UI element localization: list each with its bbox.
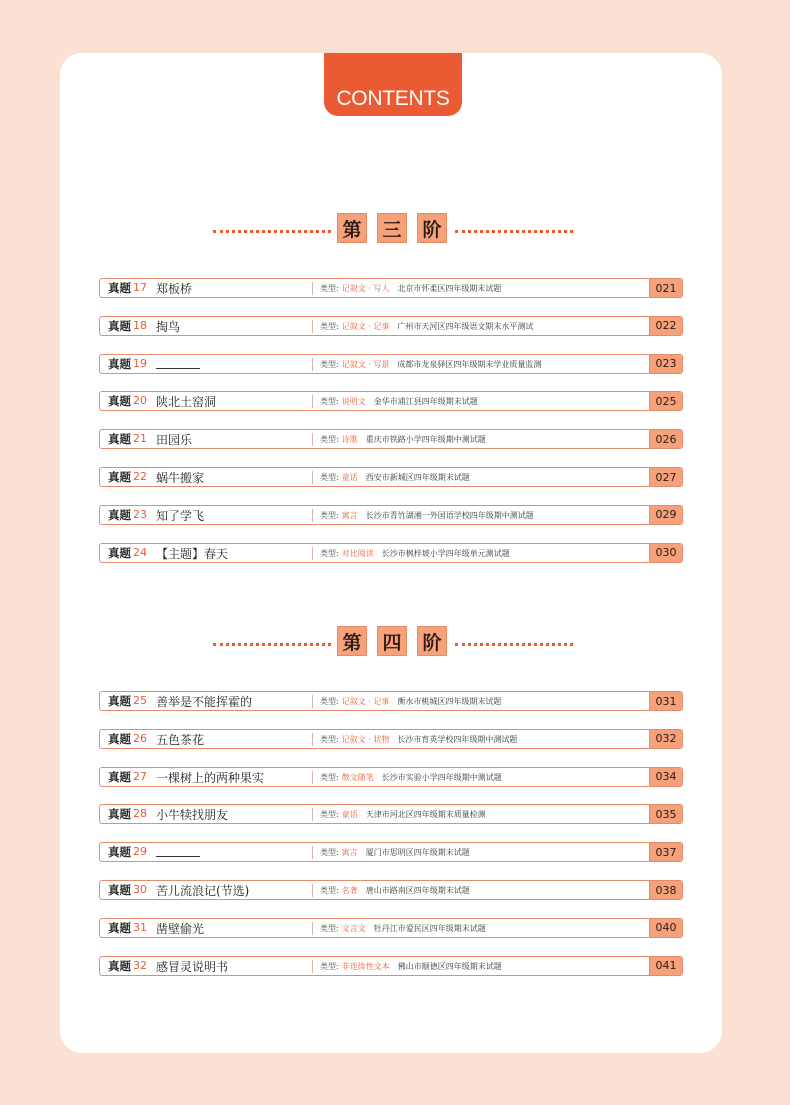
entry-number: 31 xyxy=(133,920,147,934)
type-label: 类型: xyxy=(320,510,339,520)
page-number: 022 xyxy=(649,317,682,335)
entry-separator xyxy=(312,547,313,560)
type-label: 类型: xyxy=(320,397,339,407)
entry-title: 感冒灵说明书 xyxy=(156,959,229,974)
entry-number: 27 xyxy=(133,769,147,783)
type-label: 类型: xyxy=(320,321,339,331)
entry-source: 天津市河北区四年级期末质量检测 xyxy=(365,810,486,820)
toc-entry[interactable] xyxy=(99,880,683,900)
entry-type-line xyxy=(320,734,517,745)
entry-type-line xyxy=(320,510,534,521)
contents-tab xyxy=(324,53,462,116)
page-number: 032 xyxy=(649,730,682,748)
type-label: 类型: xyxy=(320,473,339,482)
entry-title: 【主题】春天 xyxy=(156,546,229,561)
entry-type-line xyxy=(320,885,470,896)
section-title-char: 第 xyxy=(337,626,367,656)
entry-separator xyxy=(312,808,313,821)
entry-title: 凿壁偷光 xyxy=(156,921,205,936)
entry-number: 19 xyxy=(133,356,147,370)
entry-label: 真题 xyxy=(108,920,131,935)
entry-separator xyxy=(312,471,313,484)
type-label: 类型: xyxy=(320,772,339,782)
dotted-rule-right xyxy=(455,230,573,233)
page-number: 038 xyxy=(649,881,682,899)
page-number: 040 xyxy=(649,919,682,937)
entry-separator xyxy=(312,846,313,859)
toc-entry[interactable] xyxy=(99,691,683,711)
toc-entry[interactable] xyxy=(99,918,683,938)
toc-entry[interactable] xyxy=(99,804,683,824)
entry-separator xyxy=(312,509,313,522)
entry-title: 田园乐 xyxy=(156,433,193,448)
entry-type-line xyxy=(320,434,486,445)
entry-source: 唐山市路南区四年级期末试题 xyxy=(365,886,470,895)
section-heading xyxy=(0,626,790,660)
type-kind: 童话 xyxy=(341,473,358,482)
entry-source: 长沙市实验小学四年级期中测试题 xyxy=(381,772,502,782)
page-number: 021 xyxy=(649,279,682,297)
entry-label: 真题 xyxy=(108,807,131,822)
entry-label: 真题 xyxy=(108,769,131,784)
entry-title: 蜗牛搬家 xyxy=(156,471,205,485)
page-number: 034 xyxy=(649,768,682,786)
entry-source: 北京市怀柔区四年级期末试题 xyxy=(397,284,502,293)
entry-type-line xyxy=(320,772,502,783)
entry-type-line xyxy=(320,809,486,820)
entry-label: 真题 xyxy=(108,694,131,708)
page-number: 027 xyxy=(649,468,682,486)
entry-title: 郑板桥 xyxy=(156,282,193,296)
entry-label: 真题 xyxy=(108,394,131,409)
section-title-char: 四 xyxy=(377,626,407,656)
entry-separator xyxy=(312,771,313,784)
entry-separator xyxy=(312,922,313,935)
page-number: 037 xyxy=(649,843,682,861)
type-label: 类型: xyxy=(320,734,339,744)
entry-separator xyxy=(312,358,313,371)
entry-number: 22 xyxy=(133,470,147,483)
entry-title xyxy=(156,844,200,860)
entry-title: 五色茶花 xyxy=(156,732,205,747)
type-label: 类型: xyxy=(320,548,339,558)
entry-number: 18 xyxy=(133,318,147,332)
toc-entry[interactable] xyxy=(99,729,683,749)
entry-label: 真题 xyxy=(108,281,131,295)
type-kind: 诗歌 xyxy=(341,435,358,445)
entry-separator xyxy=(312,282,313,295)
entry-title: 苦儿流浪记(节选) xyxy=(156,884,250,898)
entry-type-line xyxy=(320,472,470,483)
entry-source: 成都市龙泉驿区四年级期末学业质量监测 xyxy=(397,359,542,369)
entry-title: 善举是不能挥霍的 xyxy=(156,695,253,709)
type-label: 类型: xyxy=(320,848,339,858)
entry-type-line xyxy=(320,696,501,707)
entry-number: 28 xyxy=(133,807,147,821)
dotted-rule-left xyxy=(213,230,331,233)
type-label: 类型: xyxy=(320,923,339,933)
entry-label: 真题 xyxy=(108,731,131,746)
entry-type-line xyxy=(320,548,510,559)
type-label: 类型: xyxy=(320,886,339,895)
entry-title: 掏鸟 xyxy=(156,319,181,334)
entry-source: 衡水市桃城区四年级期末试题 xyxy=(397,697,502,706)
entry-separator xyxy=(312,395,313,408)
toc-entry[interactable] xyxy=(99,354,683,374)
section-title-char: 第 xyxy=(337,213,367,243)
entry-type-line xyxy=(320,847,470,858)
type-kind: 散文随笔 xyxy=(341,772,374,782)
entry-title xyxy=(156,356,200,372)
entry-label: 真题 xyxy=(108,507,131,522)
entry-source: 金华市浦江县四年级期末试题 xyxy=(373,397,478,407)
dotted-rule-right xyxy=(455,643,573,646)
entry-title: 陕北土窑洞 xyxy=(156,395,217,410)
toc-entry[interactable] xyxy=(99,278,683,298)
type-kind: 童话 xyxy=(341,810,358,820)
entry-type-line xyxy=(320,321,533,332)
page-number: 026 xyxy=(649,430,682,448)
entry-source: 牡丹江市爱民区四年级期末试题 xyxy=(373,923,486,933)
toc-entry[interactable] xyxy=(99,505,683,525)
page-number: 029 xyxy=(649,506,682,524)
entry-label: 真题 xyxy=(108,318,131,333)
section-title xyxy=(337,626,447,656)
section-title-char: 三 xyxy=(377,213,407,243)
entry-label: 真题 xyxy=(108,356,131,371)
entry-separator xyxy=(312,960,313,973)
type-label: 类型: xyxy=(320,435,339,445)
entry-title: 小牛犊找朋友 xyxy=(156,808,229,823)
page-number: 030 xyxy=(649,544,682,562)
entry-label: 真题 xyxy=(108,545,131,560)
dotted-rule-left xyxy=(213,643,331,646)
entry-separator xyxy=(312,695,313,708)
section-heading xyxy=(0,213,790,247)
entry-type-line xyxy=(320,961,502,972)
type-kind: 对比阅读 xyxy=(341,548,374,558)
type-label: 类型: xyxy=(320,810,339,820)
title-blank-line xyxy=(156,844,200,857)
contents-title: CONTENTS xyxy=(336,86,450,110)
entry-number: 26 xyxy=(133,731,147,745)
toc-entry[interactable] xyxy=(99,842,683,862)
type-kind: 记叙文 · 记事 xyxy=(341,321,390,331)
toc-entry[interactable] xyxy=(99,467,683,487)
entry-source: 重庆市铁路小学四年级期中测试题 xyxy=(365,435,486,445)
entry-label: 真题 xyxy=(108,470,131,484)
toc-entry[interactable] xyxy=(99,767,683,787)
title-blank-line xyxy=(156,356,200,369)
entry-source: 厦门市思明区四年级期末试题 xyxy=(365,848,470,858)
entry-number: 24 xyxy=(133,545,147,559)
type-kind: 记叙文 · 写景 xyxy=(341,359,390,369)
entry-type-line xyxy=(320,396,478,407)
entry-title: 知了学飞 xyxy=(156,508,205,523)
type-kind: 非连续性文本 xyxy=(341,961,390,971)
section-title-char: 阶 xyxy=(417,626,447,656)
type-kind: 名著 xyxy=(341,886,358,895)
toc-entry[interactable] xyxy=(99,391,683,411)
entry-number: 30 xyxy=(133,883,147,896)
page-number: 023 xyxy=(649,355,682,373)
page-number: 025 xyxy=(649,392,682,410)
type-label: 类型: xyxy=(320,961,339,971)
entry-type-line xyxy=(320,923,486,934)
toc-entry[interactable] xyxy=(99,543,683,563)
page-number: 035 xyxy=(649,805,682,823)
entry-number: 17 xyxy=(133,281,147,294)
type-kind: 寓言 xyxy=(341,848,358,858)
entry-label: 真题 xyxy=(108,432,131,447)
entry-source: 佛山市顺德区四年级期末试题 xyxy=(397,961,502,971)
type-kind: 说明文 xyxy=(341,397,366,407)
entry-number: 32 xyxy=(133,958,147,972)
type-kind: 记叙文 · 状物 xyxy=(341,734,390,744)
entry-source: 长沙市青竹湖湘一外国语学校四年级期中测试题 xyxy=(365,510,534,520)
section-title-char: 阶 xyxy=(417,213,447,243)
entry-separator xyxy=(312,320,313,333)
entry-number: 20 xyxy=(133,394,147,408)
entry-title: 一棵树上的两种果实 xyxy=(156,770,265,785)
entry-number: 21 xyxy=(133,432,147,446)
entry-label: 真题 xyxy=(108,883,131,897)
page-number: 041 xyxy=(649,957,682,975)
page-number: 031 xyxy=(649,692,682,710)
section-title xyxy=(337,213,447,243)
entry-separator xyxy=(312,733,313,746)
entry-source: 长沙市枫梓坡小学四年级单元测试题 xyxy=(381,548,510,558)
entry-type-line xyxy=(320,359,541,370)
entry-source: 西安市新城区四年级期末试题 xyxy=(365,473,470,482)
type-label: 类型: xyxy=(320,697,339,706)
type-label: 类型: xyxy=(320,284,339,293)
type-label: 类型: xyxy=(320,359,339,369)
entry-type-line xyxy=(320,283,501,294)
entry-number: 29 xyxy=(133,845,147,859)
type-kind: 寓言 xyxy=(341,510,358,520)
entry-label: 真题 xyxy=(108,845,131,860)
entry-source: 长沙市育英学校四年级期中测试题 xyxy=(397,734,518,744)
entry-number: 25 xyxy=(133,694,147,707)
type-kind: 记叙文 · 写人 xyxy=(341,284,390,293)
type-kind: 文言文 xyxy=(341,923,366,933)
entry-separator xyxy=(312,884,313,897)
toc-entry[interactable] xyxy=(99,429,683,449)
entry-number: 23 xyxy=(133,507,147,521)
entry-source: 广州市天河区四年级语文期末水平测试 xyxy=(397,321,534,331)
toc-entry[interactable] xyxy=(99,956,683,976)
entry-separator xyxy=(312,433,313,446)
type-kind: 记叙文 · 记事 xyxy=(341,697,390,706)
toc-entry[interactable] xyxy=(99,316,683,336)
entry-label: 真题 xyxy=(108,958,131,973)
